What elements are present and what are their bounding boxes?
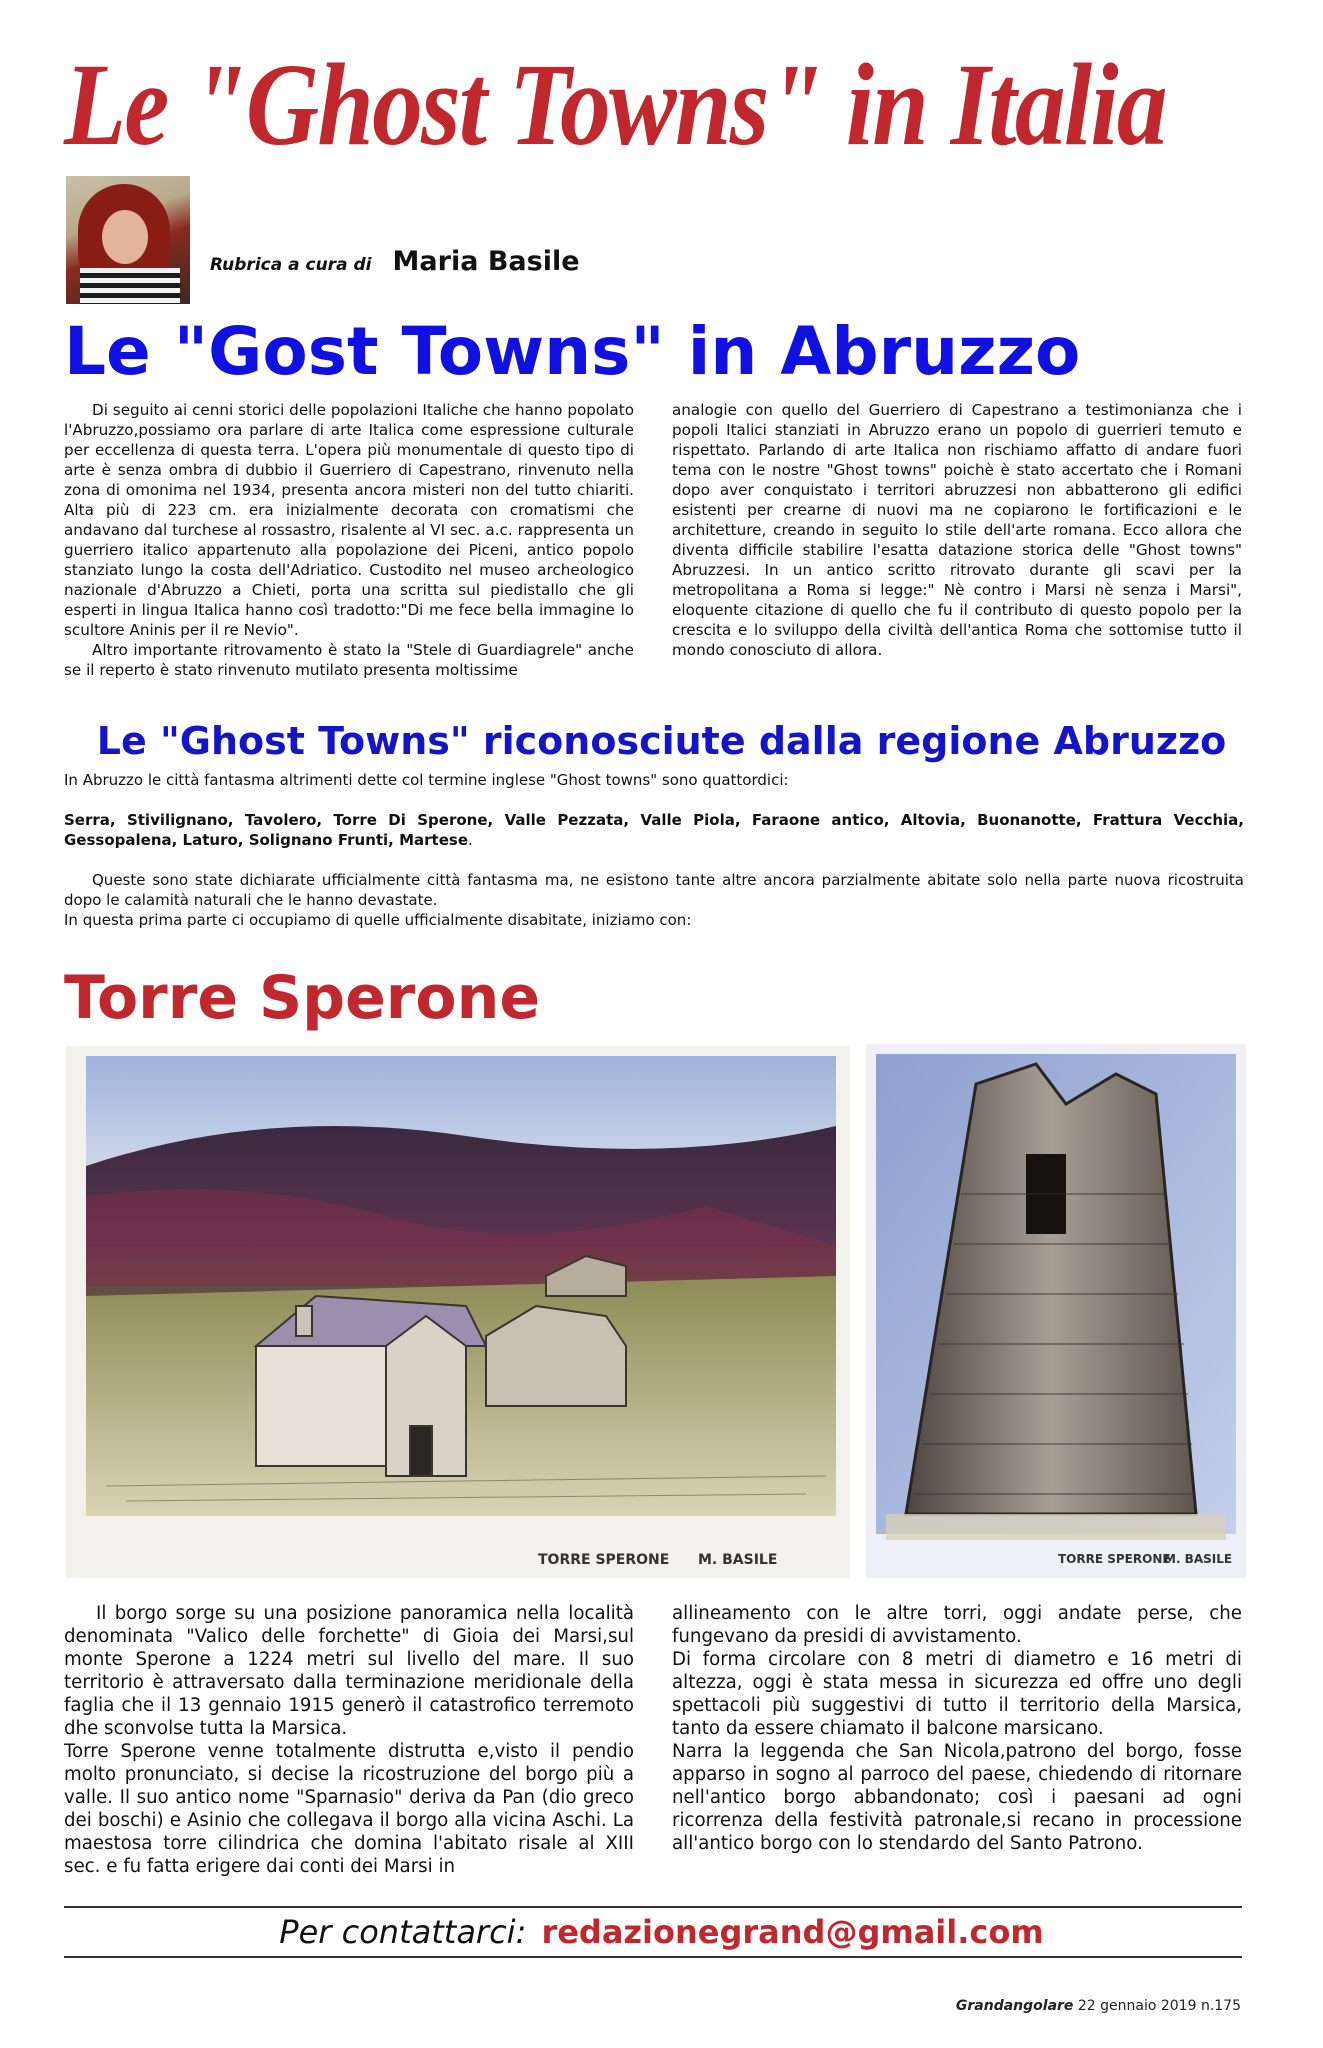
contact-rule-bottom [64, 1956, 1242, 1958]
drawing-1-signature: M. BASILE [698, 1552, 778, 1568]
village-drawing-svg [66, 1046, 850, 1578]
intro-left-paragraph-2: Altro importante ritrovamento è stato la "Stele di Guardiagrele" anche se il reperto è stato rinvenuto mutilato presenta moltissime [64, 641, 634, 679]
village-drawing [66, 1046, 850, 1578]
torre-right-paragraph-1: allineamento con le altre torri, oggi andate perse, che fungevano da presidi di avvistamento. [672, 1603, 1242, 1647]
section-lead: In Abruzzo le città fantasma altrimenti dette col termine inglese "Ghost towns" sono quattordici: [64, 771, 789, 789]
rubrica-label: Rubrica a cura di [210, 255, 372, 275]
author-face [102, 210, 148, 264]
torre-right-paragraph-3: Narra la leggenda che San Nicola,patrono del borgo, fosse apparso in sogno al parroco del paese, chiedendo di ritornare nell'antico borgo abbandonato; così i paesani ad ogni ricorrenza della festività patronale,si recano in processione all'antico borgo con lo stendardo del Santo Patrono. [672, 1741, 1242, 1854]
intro-left-column [64, 400, 634, 680]
torre-right-column [672, 1602, 1242, 1855]
intro-right-paragraph: analogie con quello del Guerriero di Capestrano a testimonianza che i popoli Italici stanziati in Abruzzo erano un popolo di guerrieri temuto e rispettato. Parlando di arte Italica non rischiamo affatto di andare fuori tema con le nostre "Ghost towns" poichè è stato accertato che i Romani dopo aver conquistato i territori abruzzesi non abbatterono gli edifici esistenti per crearne di nuovi ma ne copiarono le fortificazioni e le architetture, creando in seguito lo stile dell'arte romana. Ecco allora che diventa difficile stabilire l'esatta datazione storica delle "Ghost towns" Abruzzesi. In un antico scritto ritrovato durante gli scavi per la metropolitana a Roma si legge:" Nè contro i Marsi nè senza i Marsi", eloquente citazione di quello che fu il contributo di questo popolo per la crescita e lo sviluppo della civiltà dell'antica Roma che sottomise tutto il mondo conosciuto di allora. [672, 401, 1242, 659]
towns-names: Serra, Stivilignano, Tavolero, Torre Di Sperone, Valle Pezzata, Valle Piola, Faraone antico, Altovia, Buonanotte, Frattura Vecchia, Gessopalena, Laturo, Solignano Frunti, Martese [64, 811, 1244, 849]
tower-drawing [866, 1044, 1246, 1578]
section-note-2: In questa prima parte ci occupiamo di quelle ufficialmente disabitate, iniziamo con: [64, 911, 692, 929]
author-shirt [80, 268, 180, 304]
torre-title: Torre Sperone [64, 963, 541, 1033]
byline [210, 246, 580, 277]
towns-paragraph [64, 810, 1244, 850]
contact-rule-top [64, 1906, 1242, 1908]
towns-end: . [468, 831, 473, 849]
page-footer [956, 1998, 1241, 2014]
torre-left-paragraph-2: Torre Sperone venne totalmente distrutta e,visto il pendio molto pronunciato, si decise la ricostruzione del borgo più a valle. Il suo antico nome "Sparnasio" deriva da Pan (dio greco dei boschi) e Asinio che collegava il borgo alla vicina Aschi. La maestosa torre cilindrica che domina l'abitato risale al XIII sec. e fu fatta erigere dai conti dei Marsi in [64, 1741, 634, 1877]
drawing-2-signature: M. BASILE [1164, 1552, 1233, 1566]
contact-line [0, 1910, 1323, 1960]
intro-left-paragraph-1: Di seguito ai cenni storici delle popolazioni Italiche che hanno popolato l'Abruzzo,possiamo ora parlare di arte Italica come espressione culturale per eccellenza di questa terra. L'opera più monumentale di questo tipo di arte è senza ombra di dubbio il Guerriero di Capestrano, rinvenuto nella zona di omonima nel 1934, presenta ancora misteri non del tutto chiariti. Alta più di 223 cm. era inizialmente decorata con cromatismi che andavano dal turchese al rossastro, risalente al VI sec. a.c. rappresenta un guerriero italico appartenuto alla popolazione dei Piceni, antico popolo stanziato lungo la costa dell'Adriatico. Custodito nel museo archeologico nazionale d'Abruzzo a Chieti, porta una scritta sul piedistallo che gli esperti in lingua Italica hanno così tradotto:"Di me fece bella immagine lo scultore Aninis per il re Nevio". [64, 401, 634, 639]
author-photo [66, 176, 190, 304]
drawing-1-caption: TORRE SPERONE [538, 1552, 670, 1568]
intro-right-column [672, 400, 1242, 660]
section-title: Le "Ghost Towns" riconosciute dalla regione Abruzzo [96, 719, 1227, 763]
drawing-2-caption: TORRE SPERONE [1058, 1552, 1171, 1566]
tower-drawing-svg [866, 1044, 1246, 1578]
torre-right-paragraph-2: Di forma circolare con 8 metri di diametro e 16 metri di altezza, oggi è stata messa in sicurezza ed offre uno degli spettacoli più suggestivi di tutto il territorio della Marsica, tanto da essere chiamato il balcone marsicano. [672, 1649, 1242, 1739]
torre-left-column [64, 1602, 634, 1878]
main-title: Le "Ghost Towns" in Italia [64, 39, 1166, 170]
author-name: Maria Basile [392, 246, 580, 277]
contact-email-link[interactable]: redazionegrand@gmail.com [541, 1913, 1044, 1951]
ghost-towns-list [64, 770, 1244, 930]
section-note-1: Queste sono state dichiarate ufficialmente città fantasma ma, ne esistono tante altre ancora parzialmente abitate solo nella parte nuova ricostruita dopo le calamità naturali che le hanno devastate. [64, 871, 1244, 909]
publication-name: Grandangolare [955, 1998, 1074, 2014]
contact-label: Per contattarci: [279, 1913, 527, 1951]
article-title: Le "Gost Towns" in Abruzzo [64, 313, 1081, 390]
issue-date: 22 gennaio 2019 n.175 [1077, 1998, 1241, 2014]
torre-left-paragraph-1: Il borgo sorge su una posizione panoramica nella località denominata "Valico delle forchette" di Gioia dei Marsi,sul monte Sperone a 1224 metri sul livello del mare. Il suo territorio è attraversato dalla terminazione meridionale della faglia che il 13 gennaio 1915 generò il catastrofico terremoto dhe sconvolse tutta la Marsica. [64, 1603, 634, 1739]
